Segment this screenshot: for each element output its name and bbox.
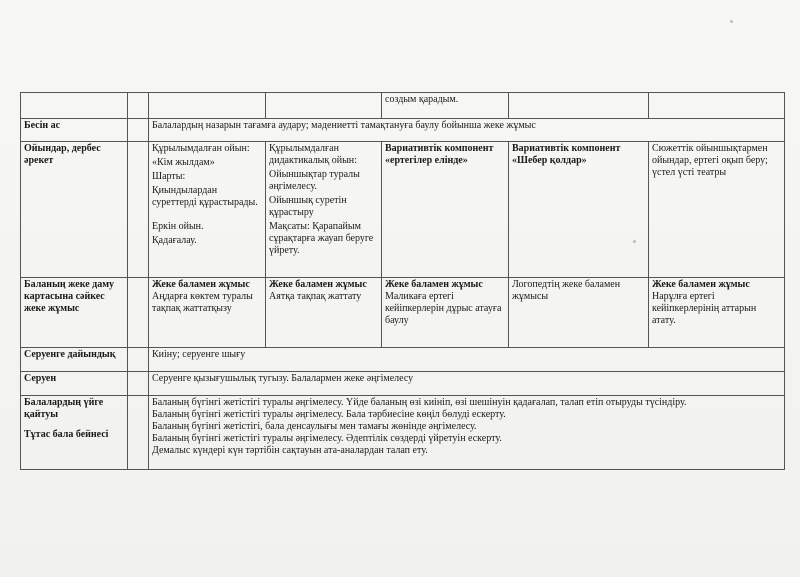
home-content xyxy=(149,396,785,470)
cell xyxy=(128,142,149,278)
row-label-home-sub: Тұтас бала бейнесі xyxy=(24,429,109,440)
cell-title: Жеке баламен жұмыс xyxy=(152,279,250,290)
text-line: Баланың бүгінгі жетістігі туралы әңгімелесу. Бала тәрбиесіне көңіл бөлуді ескерту. xyxy=(152,409,506,420)
row-label-home-main: Балалардың үйге қайтуы xyxy=(24,397,104,420)
cell-title: Жеке баламен жұмыс xyxy=(269,279,367,290)
individual-c4 xyxy=(266,278,382,348)
cell xyxy=(128,348,149,372)
cell xyxy=(128,278,149,348)
text-line: Еркін ойын. xyxy=(152,221,204,232)
walk-content: Серуенге қызығушылық тугызу. Балалармен жеке әңгімелесу xyxy=(149,372,785,396)
walk-prep-content: Киіну; серуенге шығу xyxy=(149,348,785,372)
cell xyxy=(509,93,649,119)
games-c3 xyxy=(149,142,266,278)
text-line: Шарты: xyxy=(152,171,186,182)
row-label-games: Ойындар, дербес әрекет xyxy=(21,142,128,278)
text-line: Баланың бүгінгі жетістігі туралы әңгімелесу. Үйде баланың өзі киініп, өзі шешінуін қадағалап, талап етіп отыруды түсіндіру. xyxy=(152,397,687,408)
cell xyxy=(649,93,785,119)
cell-title: Жеке баламен жұмыс xyxy=(385,279,483,290)
cell xyxy=(149,93,266,119)
table-row-lunch xyxy=(21,119,785,142)
cell-text: Маликаға ертегі кейіпкерлерін дұрыс атауға баулу xyxy=(385,291,502,326)
text-line: Қадағалау. xyxy=(152,235,197,246)
text-line: Құрылымдалған ойын: xyxy=(152,143,250,154)
table-row-individual xyxy=(21,278,785,348)
table-row-walk-prep xyxy=(21,348,785,372)
cell-text: Аятқа тақпақ жаттату xyxy=(269,291,362,302)
table-row-top xyxy=(21,93,785,119)
individual-c6: Логопедтің жеке баламен жұмысы xyxy=(509,278,649,348)
text-line: Құрылымдалған дидактикалық ойын: xyxy=(269,143,357,166)
lunch-content: Балалардың назарын тағамға аудару; мәдениетті тамақтануға баулу бойынша жеке жұмыс xyxy=(149,119,785,142)
table-row-games xyxy=(21,142,785,278)
games-c4 xyxy=(266,142,382,278)
text-line: Ойыншықтар туралы әңгімелесу. xyxy=(269,169,360,192)
row-label-walk: Серуен xyxy=(21,372,128,396)
games-c5: Вариативтік компонент «ертегілер елінде» xyxy=(382,142,509,278)
individual-c7 xyxy=(649,278,785,348)
table-row-walk xyxy=(21,372,785,396)
text-line: Баланың бүгінгі жетістігі туралы әңгімелесу. Әдептілік сөздерді үйретуін ескерту. xyxy=(152,433,502,444)
text-line: Мақсаты: Қарапайым сұрақтарға жауап беруге үйрету. xyxy=(269,221,374,256)
text-line: Қиындылардан суреттерді құрастырады. xyxy=(152,185,258,208)
cell xyxy=(21,93,128,119)
cell-top-c4: создым қарадым. xyxy=(382,93,509,119)
row-label-lunch: Бесін ас xyxy=(21,119,128,142)
row-label-individual: Баланың жеке даму картасына сәйкес жеке жұмыс xyxy=(21,278,128,348)
text-line: Ойыншық суретін құрастыру xyxy=(269,195,347,218)
scan-speck xyxy=(730,20,733,23)
text-line: Демалыс күндері күн тәртібін сақтауын ата-аналардан талап ету. xyxy=(152,445,428,456)
cell-text: Нарұлға ертегі кейіпкерлерінің аттарын атату. xyxy=(652,291,757,326)
text-line: «Кім жылдам» xyxy=(152,157,215,168)
text-line: Баланың бүгінгі жетістігі, бала денсаулығы мен тамағы жөнінде әңгімелесу. xyxy=(152,421,477,432)
cell xyxy=(266,93,382,119)
games-c6: Вариативтік компонент «Шебер қолдар» xyxy=(509,142,649,278)
row-label-home xyxy=(21,396,128,470)
cell-title: Жеке баламен жұмыс xyxy=(652,279,750,290)
daily-plan-table xyxy=(20,92,785,470)
cell xyxy=(128,119,149,142)
cell xyxy=(128,396,149,470)
table-row-home xyxy=(21,396,785,470)
cell xyxy=(128,372,149,396)
cell-text: Аңдарға көктем туралы тақпақ жаттатқызу xyxy=(152,291,253,314)
games-c7: Сюжеттік ойыншықтармен ойындар, ертегі оқып беру; үстел үсті театры xyxy=(649,142,785,278)
row-label-walk-prep: Серуенге дайындық xyxy=(21,348,128,372)
individual-c3 xyxy=(149,278,266,348)
individual-c5 xyxy=(382,278,509,348)
cell xyxy=(128,93,149,119)
